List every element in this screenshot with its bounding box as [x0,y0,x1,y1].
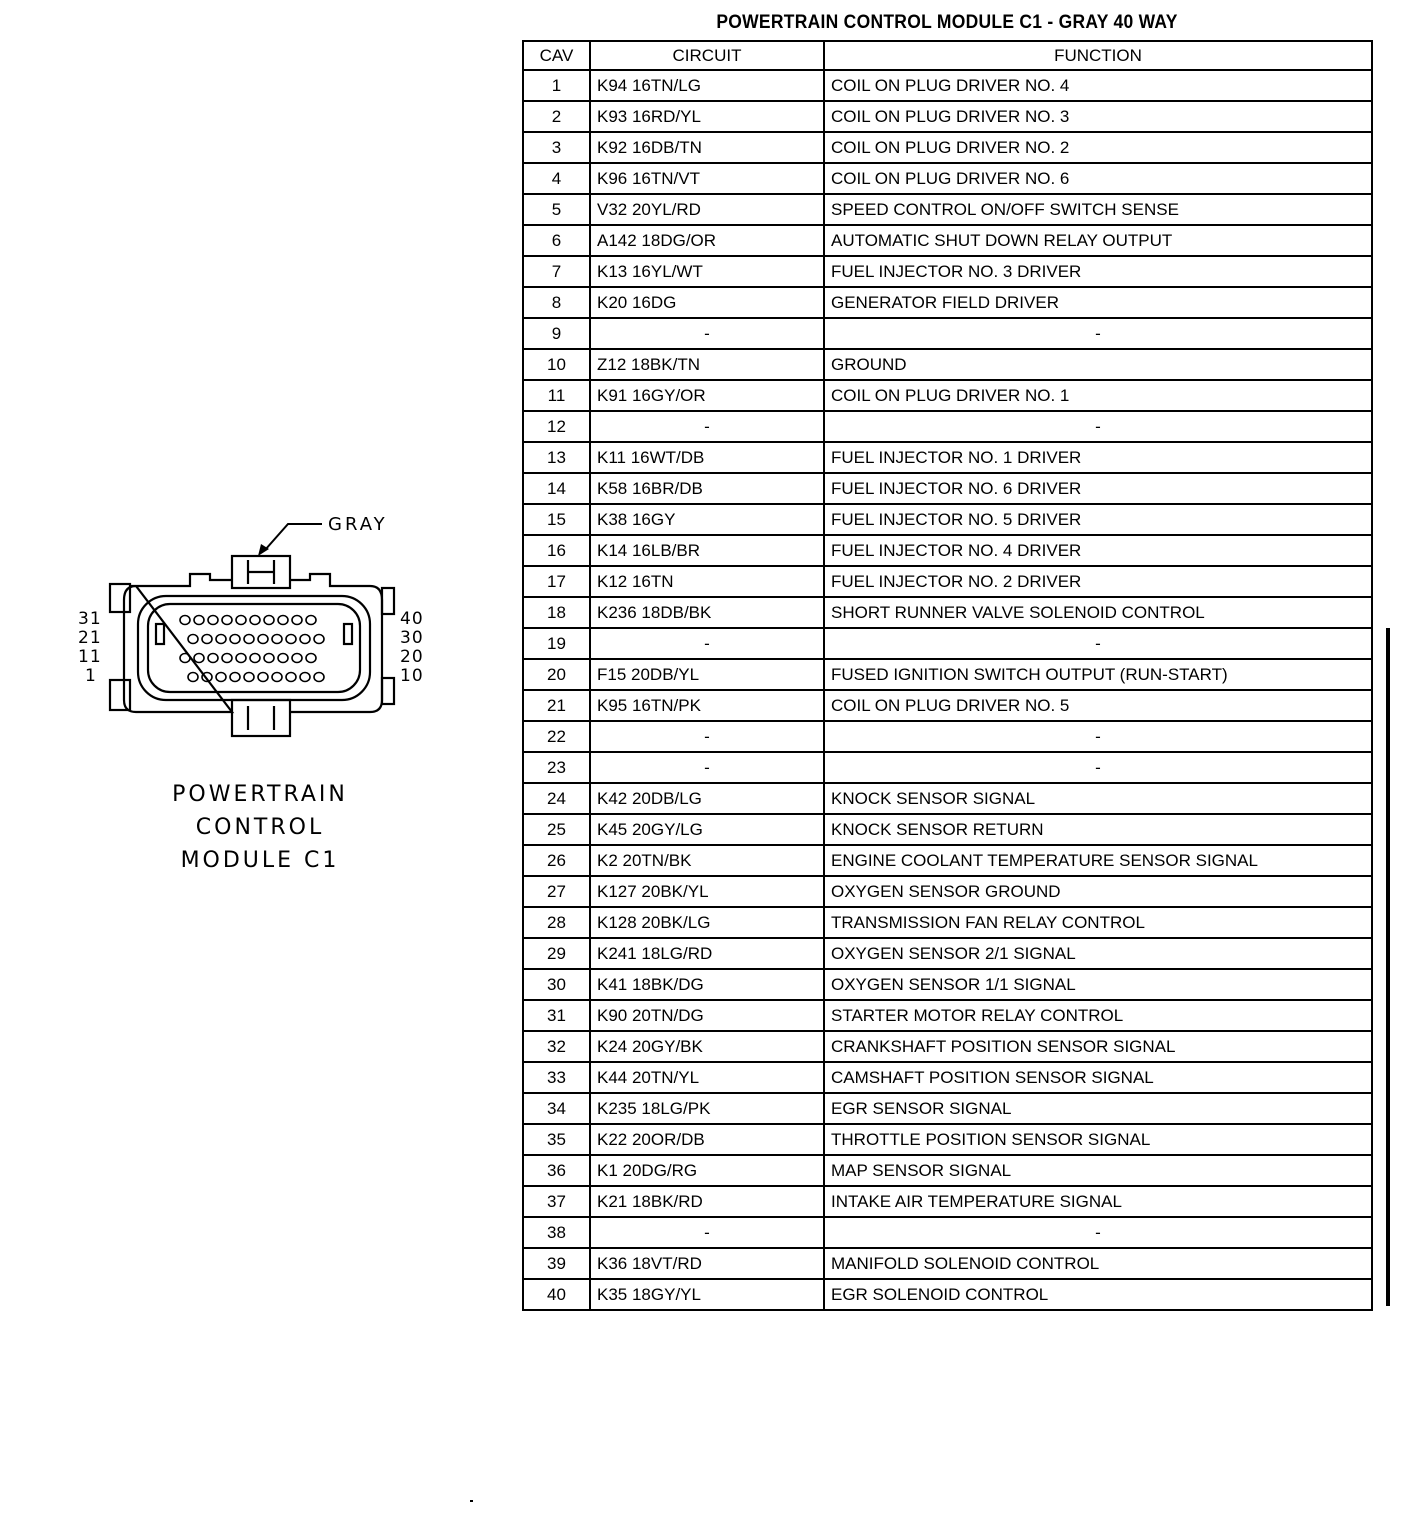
cav-cell: 29 [523,938,590,969]
table-row [523,504,1372,535]
function-cell: ENGINE COOLANT TEMPERATURE SENSOR SIGNAL [824,845,1372,876]
circuit-cell: - [590,318,824,349]
gray-callout [258,514,388,556]
cav-cell: 24 [523,783,590,814]
cav-cell: 32 [523,1031,590,1062]
function-cell: OXYGEN SENSOR 1/1 SIGNAL [824,969,1372,1000]
cav-cell: 18 [523,597,590,628]
cav-cell: 8 [523,287,590,318]
pin-row-31-40 [180,616,316,625]
cav-cell: 38 [523,1217,590,1248]
function-cell: KNOCK SENSOR RETURN [824,814,1372,845]
table-row [523,225,1372,256]
cav-cell: 15 [523,504,590,535]
cav-cell: 23 [523,752,590,783]
cav-cell: 35 [523,1124,590,1155]
function-cell: CAMSHAFT POSITION SENSOR SIGNAL [824,1062,1372,1093]
table-body [523,70,1372,1310]
table-title: POWERTRAIN CONTROL MODULE C1 - GRAY 40 WAY [716,12,1178,33]
cav-cell: 2 [523,101,590,132]
table-row [523,132,1372,163]
circuit-cell: K96 16TN/VT [590,163,824,194]
cav-cell: 3 [523,132,590,163]
table-row [523,721,1372,752]
circuit-cell: - [590,752,824,783]
table-row [523,845,1372,876]
table-row [523,1062,1372,1093]
table-row [523,1000,1372,1031]
circuit-cell: K11 16WT/DB [590,442,824,473]
connector-name-line-1: POWERTRAIN [172,782,348,807]
cav-cell: 36 [523,1155,590,1186]
cav-cell: 20 [523,659,590,690]
circuit-cell: K127 20BK/YL [590,876,824,907]
table-row [523,659,1372,690]
function-cell: COIL ON PLUG DRIVER NO. 6 [824,163,1372,194]
function-cell: FUEL INJECTOR NO. 2 DRIVER [824,566,1372,597]
cav-cell: 40 [523,1279,590,1310]
pin-label-1: 1 [85,666,97,686]
cav-cell: 27 [523,876,590,907]
pin-label-20: 20 [400,647,424,667]
connector-name-line-2: CONTROL [195,815,325,840]
cav-cell: 25 [523,814,590,845]
circuit-cell: K92 16DB/TN [590,132,824,163]
table-row [523,597,1372,628]
header-function: FUNCTION [824,41,1372,70]
function-cell: - [824,411,1372,442]
cav-cell: 17 [523,566,590,597]
cav-cell: 19 [523,628,590,659]
function-cell: SHORT RUNNER VALVE SOLENOID CONTROL [824,597,1372,628]
cav-cell: 22 [523,721,590,752]
pin-label-30: 30 [400,628,424,648]
function-cell: - [824,721,1372,752]
cav-cell: 6 [523,225,590,256]
table-row [523,411,1372,442]
circuit-cell: K13 16YL/WT [590,256,824,287]
cav-cell: 28 [523,907,590,938]
function-cell: COIL ON PLUG DRIVER NO. 1 [824,380,1372,411]
connector-housing [110,556,394,736]
cav-cell: 4 [523,163,590,194]
cav-cell: 12 [523,411,590,442]
circuit-cell: V32 20YL/RD [590,194,824,225]
pinout-table [522,40,1373,1311]
pin-row-11-20 [180,654,316,663]
function-cell: OXYGEN SENSOR 2/1 SIGNAL [824,938,1372,969]
table-row [523,318,1372,349]
circuit-cell: - [590,721,824,752]
cav-cell: 21 [523,690,590,721]
function-cell: FUEL INJECTOR NO. 1 DRIVER [824,442,1372,473]
circuit-cell: - [590,628,824,659]
header-circuit: CIRCUIT [590,41,824,70]
function-cell: STARTER MOTOR RELAY CONTROL [824,1000,1372,1031]
cav-cell: 34 [523,1093,590,1124]
function-cell: - [824,318,1372,349]
function-cell: MAP SENSOR SIGNAL [824,1155,1372,1186]
table-row [523,442,1372,473]
function-cell: INTAKE AIR TEMPERATURE SIGNAL [824,1186,1372,1217]
pin-labels-left [78,609,102,686]
cav-cell: 5 [523,194,590,225]
function-cell: FUSED IGNITION SWITCH OUTPUT (RUN-START) [824,659,1372,690]
cav-cell: 7 [523,256,590,287]
circuit-cell: K14 16LB/BR [590,535,824,566]
circuit-cell: A142 18DG/OR [590,225,824,256]
table-row [523,287,1372,318]
pin-labels-right [400,609,424,686]
table-row [523,163,1372,194]
circuit-cell: K12 16TN [590,566,824,597]
circuit-cell: - [590,1217,824,1248]
scan-mark [470,1500,473,1502]
circuit-cell: K235 18LG/PK [590,1093,824,1124]
circuit-cell: K20 16DG [590,287,824,318]
cav-cell: 14 [523,473,590,504]
circuit-cell: K94 16TN/LG [590,70,824,101]
cav-cell: 16 [523,535,590,566]
function-cell: MANIFOLD SOLENOID CONTROL [824,1248,1372,1279]
cav-cell: 30 [523,969,590,1000]
function-cell: OXYGEN SENSOR GROUND [824,876,1372,907]
table-row [523,194,1372,225]
connector-diagram [70,500,440,760]
circuit-cell: K128 20BK/LG [590,907,824,938]
table-row [523,380,1372,411]
table-row [523,256,1372,287]
table-row [523,1217,1372,1248]
header-cav: CAV [523,41,590,70]
circuit-cell: K22 20OR/DB [590,1124,824,1155]
function-cell: SPEED CONTROL ON/OFF SWITCH SENSE [824,194,1372,225]
function-cell: FUEL INJECTOR NO. 3 DRIVER [824,256,1372,287]
circuit-cell: K93 16RD/YL [590,101,824,132]
table-row [523,1124,1372,1155]
function-cell: EGR SENSOR SIGNAL [824,1093,1372,1124]
pin-row-21-30 [188,635,324,644]
cav-cell: 1 [523,70,590,101]
table-row [523,628,1372,659]
table-row [523,535,1372,566]
circuit-cell: Z12 18BK/TN [590,349,824,380]
connector-name [150,778,370,877]
cav-cell: 9 [523,318,590,349]
cav-cell: 11 [523,380,590,411]
pin-label-10: 10 [400,666,424,686]
circuit-cell: K95 16TN/PK [590,690,824,721]
circuit-cell: K241 18LG/RD [590,938,824,969]
table-row [523,1031,1372,1062]
table-row [523,969,1372,1000]
function-cell: - [824,628,1372,659]
function-cell: FUEL INJECTOR NO. 5 DRIVER [824,504,1372,535]
function-cell: CRANKSHAFT POSITION SENSOR SIGNAL [824,1031,1372,1062]
function-cell: AUTOMATIC SHUT DOWN RELAY OUTPUT [824,225,1372,256]
table-row [523,70,1372,101]
circuit-cell: K45 20GY/LG [590,814,824,845]
table-row [523,473,1372,504]
circuit-cell: K2 20TN/BK [590,845,824,876]
cav-cell: 31 [523,1000,590,1031]
table-row [523,566,1372,597]
circuit-cell: K41 18BK/DG [590,969,824,1000]
pin-label-11: 11 [78,647,102,667]
table-row [523,1248,1372,1279]
table-row [523,1279,1372,1310]
function-cell: EGR SOLENOID CONTROL [824,1279,1372,1310]
circuit-cell: K90 20TN/DG [590,1000,824,1031]
table-row [523,1186,1372,1217]
table-row [523,814,1372,845]
gray-label: GRAY [328,514,388,535]
function-cell: COIL ON PLUG DRIVER NO. 4 [824,70,1372,101]
circuit-cell: K1 20DG/RG [590,1155,824,1186]
table-row [523,1093,1372,1124]
cav-cell: 26 [523,845,590,876]
function-cell: - [824,752,1372,783]
table-row [523,938,1372,969]
table-row [523,690,1372,721]
function-cell: GROUND [824,349,1372,380]
circuit-cell: K21 18BK/RD [590,1186,824,1217]
function-cell: GENERATOR FIELD DRIVER [824,287,1372,318]
pin-label-31: 31 [78,609,102,629]
table-row [523,752,1372,783]
circuit-cell: K24 20GY/BK [590,1031,824,1062]
cav-cell: 10 [523,349,590,380]
table-row [523,876,1372,907]
cav-cell: 13 [523,442,590,473]
connector-name-line-3: MODULE C1 [180,848,340,873]
cav-cell: 39 [523,1248,590,1279]
table-row [523,349,1372,380]
function-cell: COIL ON PLUG DRIVER NO. 2 [824,132,1372,163]
table-row [523,783,1372,814]
function-cell: KNOCK SENSOR SIGNAL [824,783,1372,814]
function-cell: FUEL INJECTOR NO. 6 DRIVER [824,473,1372,504]
table-row [523,101,1372,132]
function-cell: FUEL INJECTOR NO. 4 DRIVER [824,535,1372,566]
circuit-cell: K44 20TN/YL [590,1062,824,1093]
table-header-row [523,41,1372,70]
circuit-cell: K36 18VT/RD [590,1248,824,1279]
circuit-cell: K58 16BR/DB [590,473,824,504]
circuit-cell: F15 20DB/YL [590,659,824,690]
pin-label-40: 40 [400,609,424,629]
circuit-cell: K91 16GY/OR [590,380,824,411]
cav-cell: 33 [523,1062,590,1093]
circuit-cell: K35 18GY/YL [590,1279,824,1310]
pin-label-21: 21 [78,628,102,648]
function-cell: COIL ON PLUG DRIVER NO. 3 [824,101,1372,132]
cav-cell: 37 [523,1186,590,1217]
table-row [523,907,1372,938]
circuit-cell: K38 16GY [590,504,824,535]
circuit-cell: K236 18DB/BK [590,597,824,628]
table-row [523,1155,1372,1186]
side-rule [1386,628,1390,1306]
circuit-cell: - [590,411,824,442]
function-cell: - [824,1217,1372,1248]
circuit-cell: K42 20DB/LG [590,783,824,814]
function-cell: TRANSMISSION FAN RELAY CONTROL [824,907,1372,938]
function-cell: THROTTLE POSITION SENSOR SIGNAL [824,1124,1372,1155]
function-cell: COIL ON PLUG DRIVER NO. 5 [824,690,1372,721]
